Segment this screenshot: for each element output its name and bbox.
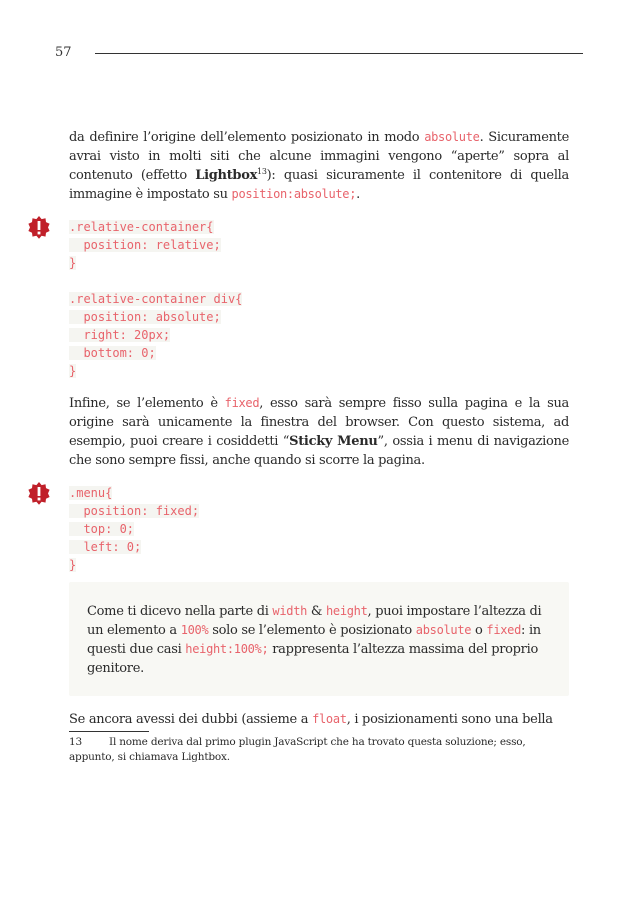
inline-code: absolute [424,130,480,144]
code-line: .relative-container div{ [69,292,243,306]
inline-code: width [272,604,308,618]
text: . Sicuramente avrai visto in molti siti che alcune immagini vengono “aperte” sopra al contenuto (effetto [69,130,569,183]
note-box [69,582,569,696]
text: ”, ossia i menu di navigazione che sono sempre fissi, anche quando si scorre la pagina. [69,434,569,468]
paragraph-conclusion [69,710,569,729]
code-line: } [69,558,77,572]
code-line: right: 20px; [69,328,171,342]
footnote-rule [69,731,149,732]
text: da definire l’origine dell’elemento posizionato in modo [69,130,425,145]
code-line: bottom: 0; [69,346,156,360]
footnote [69,735,569,765]
text: : in questi due casi [87,623,541,657]
code-line: position: relative; [69,238,221,252]
footnote-number: 13 [69,736,82,748]
exclamation-badge-icon [27,216,51,240]
code-line: position: fixed; [69,504,200,518]
inline-code: position:absolute; [231,187,357,201]
text: ): quasi sicuramente il contenitore di quella immagine è impostato su [69,168,569,202]
code-line: top: 0; [69,522,135,536]
code-line: left: 0; [69,540,142,554]
inline-code: fixed [486,623,522,637]
note-text [87,602,551,678]
code-line [69,272,569,290]
footnote-reference[interactable]: 13 [257,167,267,176]
inline-code: 100% [180,623,209,637]
code-line: } [69,256,77,270]
text: solo se l’elemento è posizionato [208,623,416,638]
bold-term: Lightbox [195,168,258,183]
header-rule [95,53,583,54]
text: , i posizionamenti sono una bella [346,712,553,727]
code-line: position: absolute; [69,310,221,324]
exclamation-badge-icon [27,482,51,506]
paragraph-fixed [69,394,569,470]
code-block-relative [69,218,569,380]
inline-code: absolute [415,623,472,637]
page-content [69,128,569,765]
text: & [307,604,326,619]
text: , puoi impostare l’altezza di un elemento a [87,604,542,638]
bold-term: Sticky Menu [289,434,378,449]
text: rappresenta l’altezza massima del proprio genitore. [87,642,538,676]
inline-code: float [312,712,347,726]
text: , esso sarà sempre fisso sulla pagina e la sua origine sarà unicamente la finestra del browser. Con questo sistema, ad esempio, puoi creare i cosiddetti “ [69,396,569,449]
inline-code: height:100%; [185,642,269,656]
code-line: } [69,364,77,378]
code-line: .relative-container{ [69,220,214,234]
text: Come ti dicevo nella parte di [87,604,273,619]
text: . [356,187,361,202]
code-line: .menu{ [69,486,113,500]
footnote-text: Il nome deriva dal primo plugin JavaScript che ha trovato questa soluzione; esso, appunto, si chiamava Lightbox. [69,736,526,763]
text: o [471,623,487,638]
inline-code: height [325,604,368,618]
page-number: 57 [55,45,72,60]
text: Se ancora avessi dei dubbi (assieme a [69,712,313,727]
inline-code: fixed [224,396,260,410]
code-block-menu [69,484,569,574]
text: Infine, se l’elemento è [69,396,225,411]
paragraph-positioning-intro [69,128,569,204]
